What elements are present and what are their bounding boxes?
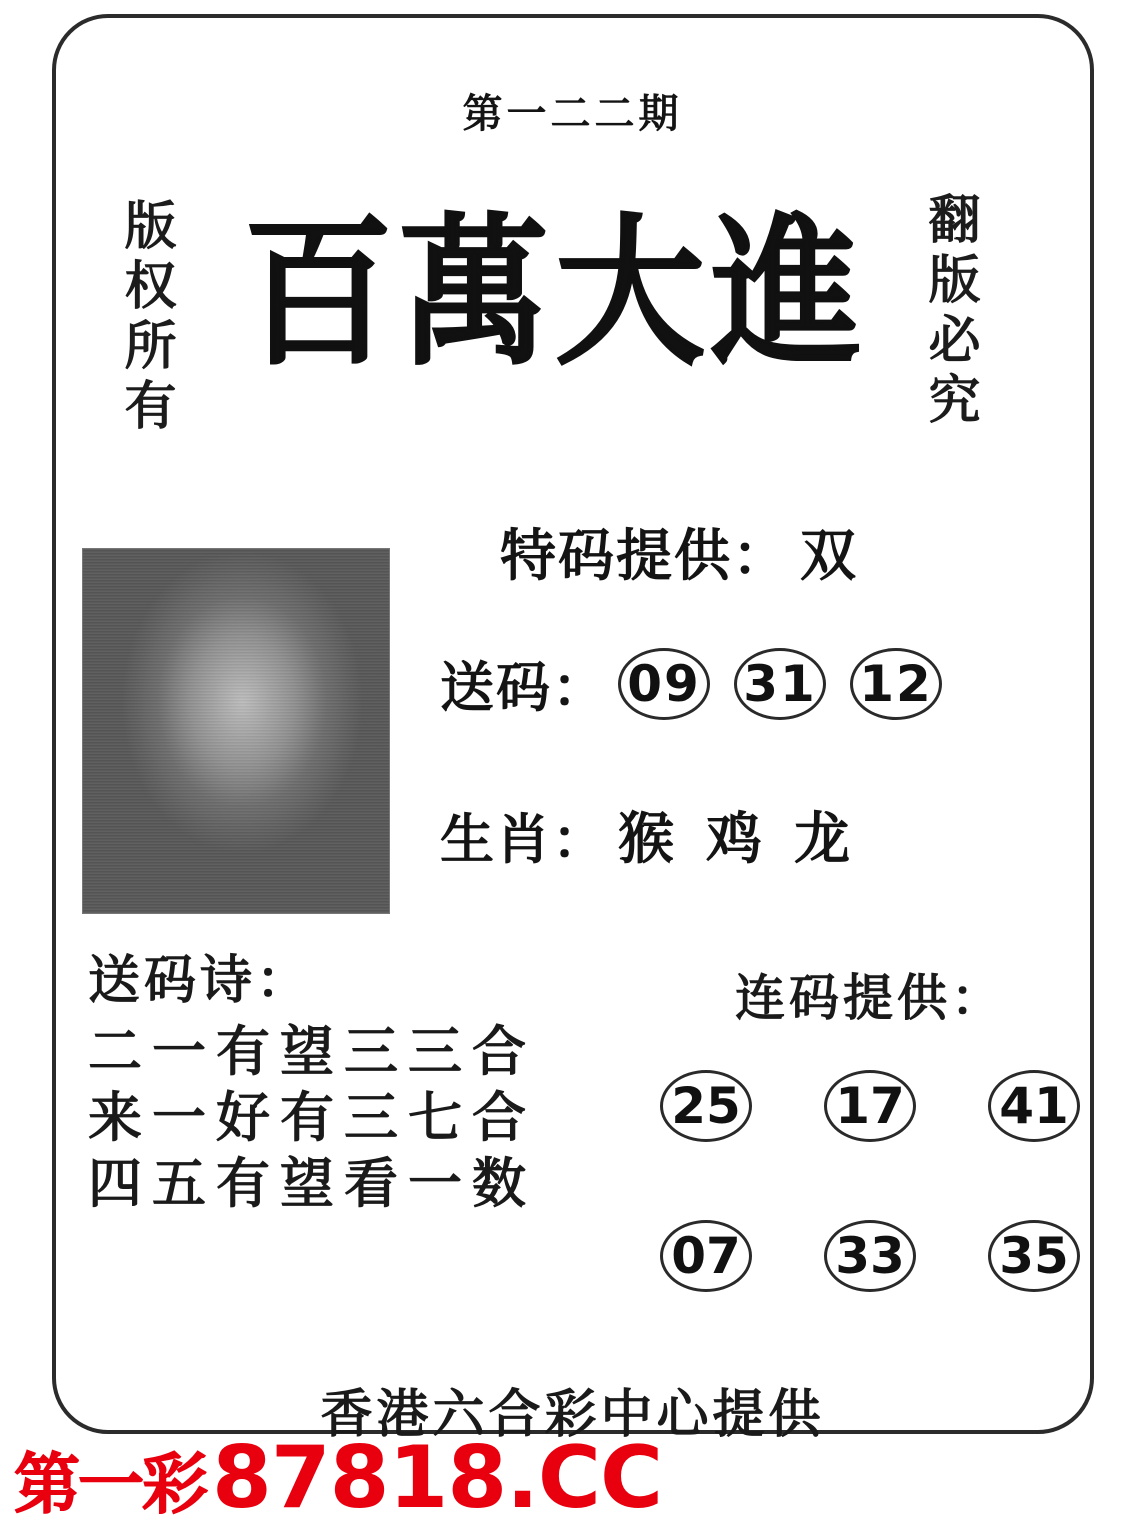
send-code-label: 送码： — [440, 655, 608, 719]
poem-line-1: 二一有望三三合 — [88, 1019, 536, 1083]
copyright-left-text: 版权所有 — [115, 198, 176, 438]
send-code-ball-3: 12 — [850, 648, 942, 720]
banner-url: 87818.CC — [212, 1428, 663, 1528]
lianma-ball-2: 17 — [824, 1070, 916, 1142]
special-code-row — [500, 512, 858, 592]
zodiac-item-3: 龙 — [794, 806, 852, 872]
page-title: 百萬大進 — [242, 197, 867, 389]
send-code-ball-1: 09 — [618, 648, 710, 720]
lianma-ball-4: 07 — [660, 1220, 752, 1292]
footer-source-text: 香港六合彩中心提供 — [320, 1384, 825, 1445]
banner-brand: 第一彩 — [14, 1445, 206, 1523]
lianma-ball-1: 25 — [660, 1070, 752, 1142]
issue-number: 第一二二期 — [462, 91, 683, 137]
zodiac-label: 生肖： — [440, 806, 608, 871]
special-code-label: 特码提供： — [500, 523, 790, 589]
lianma-ball-5: 33 — [824, 1220, 916, 1292]
poem-title: 送码诗： — [88, 950, 313, 1011]
lianma-ball-6: 35 — [988, 1220, 1080, 1292]
bottom-banner — [14, 1428, 1134, 1528]
zodiac-row — [440, 795, 882, 875]
portrait-photo — [82, 548, 390, 914]
send-code-ball-2: 31 — [734, 648, 826, 720]
lianma-block — [660, 958, 1080, 1370]
lianma-title: 连码提供： — [735, 968, 1005, 1027]
zodiac-item-2: 鸡 — [706, 806, 764, 872]
copyright-right-text: 翻版必究 — [919, 192, 980, 432]
poem-line-2: 来一好有三七合 — [88, 1084, 536, 1149]
poem-block — [88, 938, 588, 1217]
lianma-row-1 — [660, 1070, 1080, 1142]
special-code-value: 双 — [800, 523, 858, 589]
lianma-ball-3: 41 — [988, 1070, 1080, 1142]
send-code-row — [440, 645, 966, 722]
zodiac-item-1: 猴 — [618, 806, 676, 872]
lianma-row-2 — [660, 1220, 1080, 1292]
poem-line-3: 四五有望看一数 — [88, 1150, 536, 1215]
